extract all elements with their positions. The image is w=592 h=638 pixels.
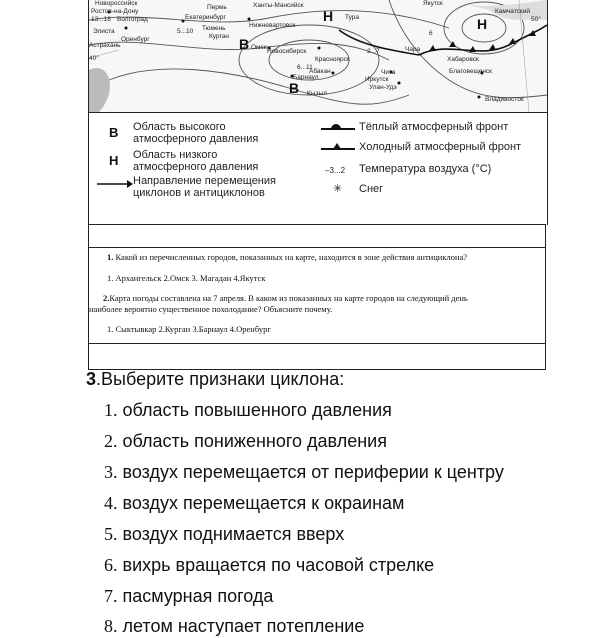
temperature-label: 50° bbox=[531, 16, 541, 23]
item-text: вихрь вращается по часовой стрелке bbox=[122, 555, 435, 575]
item-text: область пониженного давления bbox=[122, 431, 387, 451]
city-label: Абакан bbox=[309, 68, 331, 75]
item-number: 6. bbox=[104, 555, 118, 575]
question-text: Карта погоды составлена на 7 апреля. В каком из показанных на карте городов на следующий день bbox=[109, 293, 468, 303]
legend-arrow-text: Направление перемещения bbox=[133, 175, 276, 187]
list-item bbox=[104, 555, 434, 576]
legend-arrow-text: циклонов и антициклонов bbox=[133, 187, 265, 199]
city-label: Астрахань bbox=[89, 42, 121, 49]
city-label: Хабаровск bbox=[447, 56, 479, 63]
city-label: Новосибирск bbox=[267, 48, 307, 55]
city-label: Нижневартовск bbox=[249, 22, 296, 29]
city-label: Иркутск bbox=[365, 76, 389, 83]
legend-low-text: атмосферного давления bbox=[133, 161, 259, 173]
temperature-label: 6 bbox=[429, 30, 433, 37]
list-item bbox=[104, 493, 404, 514]
low-pressure-mark: Н bbox=[323, 8, 334, 24]
city-label: Красноярск bbox=[315, 56, 350, 63]
question-number: 1. bbox=[107, 252, 114, 262]
legend-high-text: Область высокого bbox=[133, 121, 226, 133]
legend-cold-front: Холодный атмосферный фронт bbox=[359, 141, 522, 153]
item-text: область повышенного давления bbox=[122, 400, 392, 420]
item-text: летом наступает потепление bbox=[122, 616, 365, 636]
city-label: Чара bbox=[405, 46, 421, 53]
city-label: Курган bbox=[209, 33, 230, 40]
city-label: Екатеринбург bbox=[185, 14, 226, 21]
table-divider bbox=[89, 343, 545, 344]
city-label: Владивосток bbox=[485, 96, 524, 103]
question-1-options: 1. Архангельск 2.Омск 3. Магадан 4.Якутск bbox=[107, 273, 266, 283]
temperature-label: 40° bbox=[89, 55, 99, 62]
item-text: воздух перемещается от периферии к центру bbox=[122, 462, 504, 482]
city-label: Тюмень bbox=[202, 25, 226, 32]
question-1 bbox=[107, 252, 467, 263]
city-label: Оренбург bbox=[121, 36, 150, 43]
item-number: 3. bbox=[104, 462, 118, 482]
city-label: Пермь bbox=[207, 4, 227, 11]
city-label: Волгоград bbox=[117, 16, 148, 23]
temperature-sample: –3...2 bbox=[325, 166, 346, 175]
map-legend bbox=[88, 112, 548, 225]
city-label: Ростов-на-Дону bbox=[91, 8, 139, 15]
low-pressure-mark: Н bbox=[477, 16, 488, 32]
question-2 bbox=[103, 293, 468, 304]
task-number: 3 bbox=[86, 369, 97, 389]
city-label: Благовещенск bbox=[449, 68, 493, 75]
city-label: Камчатский bbox=[495, 8, 530, 15]
snow-icon: ✳ bbox=[333, 183, 343, 195]
arrow-icon bbox=[97, 178, 133, 190]
question-2-options: 1. Сыктывкар 2.Курган 3.Барнаул 4.Оренбург bbox=[107, 324, 271, 334]
city-label: Кызыл bbox=[307, 90, 327, 97]
weather-map bbox=[88, 0, 548, 112]
city-label: Чита bbox=[381, 69, 396, 76]
high-pressure-mark: В bbox=[239, 36, 250, 52]
city-label: Омск bbox=[251, 44, 267, 51]
temperature-label: 5...10 bbox=[177, 28, 194, 35]
legend-snow: Снег bbox=[359, 183, 384, 195]
list-item bbox=[104, 400, 392, 421]
item-number: 2. bbox=[104, 431, 118, 451]
table-divider bbox=[89, 247, 545, 248]
city-label: Ханты-Мансийск bbox=[253, 2, 304, 9]
list-item bbox=[104, 524, 344, 545]
list-item bbox=[104, 462, 504, 483]
high-pressure-symbol: В bbox=[109, 125, 119, 140]
city-label: Элиста bbox=[93, 28, 115, 35]
legend-warm-front: Тёплый атмосферный фронт bbox=[359, 121, 509, 133]
item-number: 8. bbox=[104, 616, 118, 636]
list-item bbox=[104, 431, 387, 452]
item-text: пасмурная погода bbox=[122, 586, 274, 606]
item-text: воздух поднимается вверх bbox=[122, 524, 345, 544]
question-number: 2. bbox=[103, 293, 110, 303]
temperature-label: 6...11 bbox=[297, 64, 313, 71]
task-title-text: .Выберите признаки циклона: bbox=[96, 369, 345, 389]
questions-table bbox=[88, 224, 546, 370]
low-pressure-symbol: Н bbox=[109, 153, 119, 168]
item-number: 4. bbox=[104, 493, 118, 513]
city-label: Новороссийск bbox=[95, 0, 138, 7]
question-2-line2: наиболее вероятно существенное похолодание? Объясните почему. bbox=[89, 304, 333, 314]
legend-high-text: атмосферного давления bbox=[133, 133, 259, 145]
list-item bbox=[104, 616, 364, 637]
temperature-label: 13...18 bbox=[91, 16, 111, 23]
cold-front-icon bbox=[321, 142, 355, 152]
city-label: Тура bbox=[345, 14, 360, 21]
legend-low-text: Область низкого bbox=[133, 149, 218, 161]
city-label: Улан-Удэ bbox=[369, 84, 397, 91]
city-label: Якутск bbox=[423, 0, 443, 7]
legend-temperature: Температура воздуха (°С) bbox=[359, 163, 492, 175]
list-item bbox=[104, 586, 273, 607]
item-number: 5. bbox=[104, 524, 118, 544]
warm-front-icon bbox=[321, 122, 355, 132]
high-pressure-mark: В bbox=[289, 80, 300, 96]
item-number: 1. bbox=[104, 400, 118, 420]
task3-title bbox=[86, 369, 344, 390]
item-text: воздух перемещается к окраинам bbox=[122, 493, 405, 513]
temperature-label: 2...7 bbox=[367, 48, 380, 55]
item-number: 7. bbox=[104, 586, 118, 606]
city-label: Барнаул bbox=[293, 74, 319, 81]
question-text: Какой из перечисленных городов, показанных на карте, находится в зоне действия антициклона? bbox=[115, 252, 468, 262]
